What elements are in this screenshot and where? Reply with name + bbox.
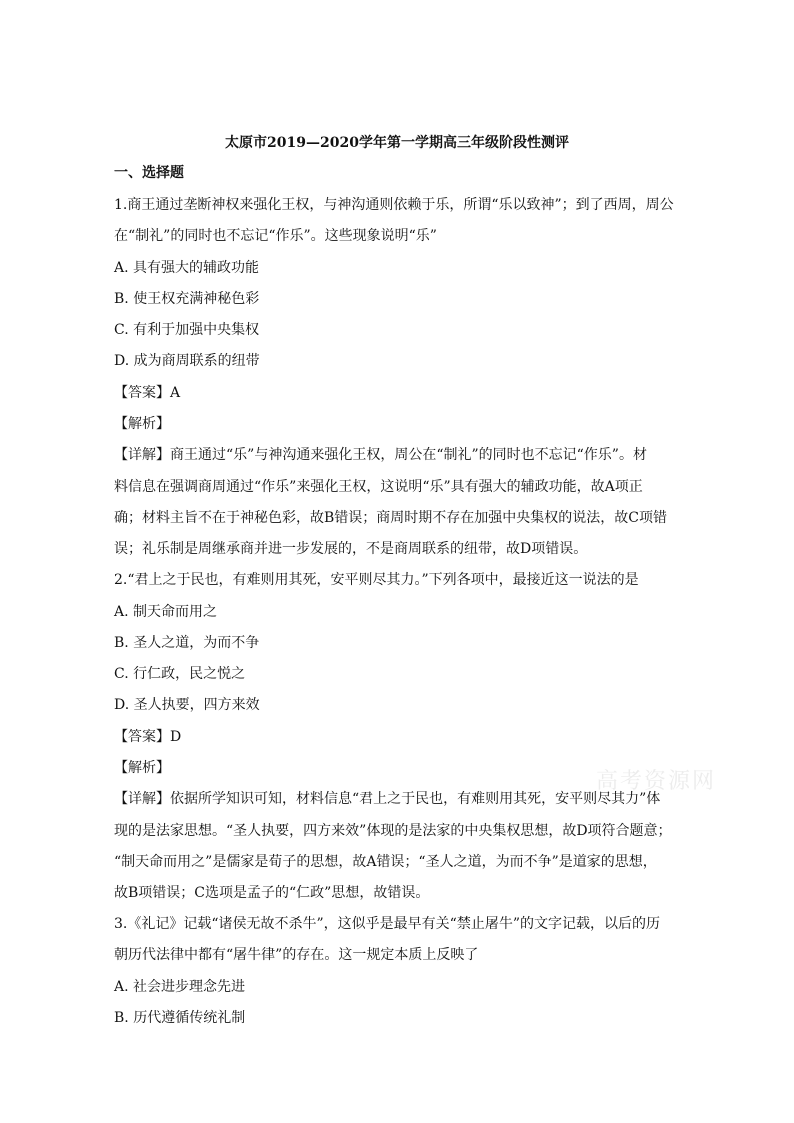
question-2-analysis-heading: 【解析】 [114,760,170,776]
question-1-option-c: C. 有利于加强中央集权 [114,322,260,338]
question-3-option-b: B. 历代遵循传统礼制 [114,1010,246,1026]
question-2-option-b: B. 圣人之道，为而不争 [114,635,260,651]
question-1-answer: 【答案】A [114,385,181,401]
question-1-option-d: D. 成为商周联系的纽带 [114,353,260,369]
question-2-stem: 2.“君上之于民也，有难则用其死，安平则尽其力。”下列各项中，最接近这一说法的是 [114,572,639,588]
question-3-option-a: A. 社会进步理念先进 [114,979,246,995]
question-2-explanation-line-2: 现的是法家思想。“圣人执要，四方来效”体现的是法家的中央集权思想，故D项符合题意； [114,823,672,839]
question-1-explanation-line-1: 【详解】商王通过“乐”与神沟通来强化王权，周公在“制礼”的同时也不忘记“作乐”。材 [114,447,647,463]
question-3-stem-line-2: 朝历代法律中都有“屠牛律”的存在。这一规定本质上反映了 [114,947,479,963]
question-1-option-b: B. 使王权充满神秘色彩 [114,291,260,307]
question-2-option-d: D. 圣人执要，四方来效 [114,697,260,713]
question-2-option-a: A. 制天命而用之 [114,604,218,620]
question-2-explanation-line-1: 【详解】依据所学知识可知，材料信息“君上之于民也，有难则用其死，安平则尽其力”体 [114,791,661,807]
question-2-option-c: C. 行仁政，民之悦之 [114,666,246,682]
watermark-text: 高考资源网 [596,769,717,794]
question-2-explanation-line-3: “制天命而用之”是儒家是荀子的思想，故A错误；“圣人之道，为而不争”是道家的思想， [114,854,657,870]
question-1-explanation-line-4: 误；礼乐制是周继承商并进一步发展的，不是商周联系的纽带，故D项错误。 [114,541,588,557]
question-1-stem-line-1: 1.商王通过垄断神权来强化王权，与神沟通则依赖于乐，所谓“乐以致神”；到了西周，周公 [114,197,674,213]
question-1-explanation-line-3: 确；材料主旨不在于神秘色彩，故B错误；商周时期不存在加强中央集权的说法，故C项错 [114,510,667,526]
question-2-answer: 【答案】D [114,729,182,745]
section-heading: 一、选择题 [114,165,184,181]
question-2-explanation-line-4: 故B项错误；C选项是孟子的“仁政”思想，故错误。 [114,885,430,901]
question-1-explanation-line-2: 料信息在强调商周通过“作乐”来强化王权，这说明“乐”具有强大的辅政功能，故A项正 [114,479,643,495]
question-1-stem-line-2: 在“制礼”的同时也不忘记“作乐”。这些现象说明“乐” [114,228,437,244]
document-title: 太原市2019—2020学年第一学期高三年级阶段性测评 [225,135,569,151]
question-3-stem-line-1: 3.《礼记》记载“诸侯无故不杀牛”，这似乎是最早有关“禁止屠牛”的文字记载，以后的历 [114,916,660,932]
question-1-option-a: A. 具有强大的辅政功能 [114,260,260,276]
question-1-analysis-heading: 【解析】 [114,416,170,432]
